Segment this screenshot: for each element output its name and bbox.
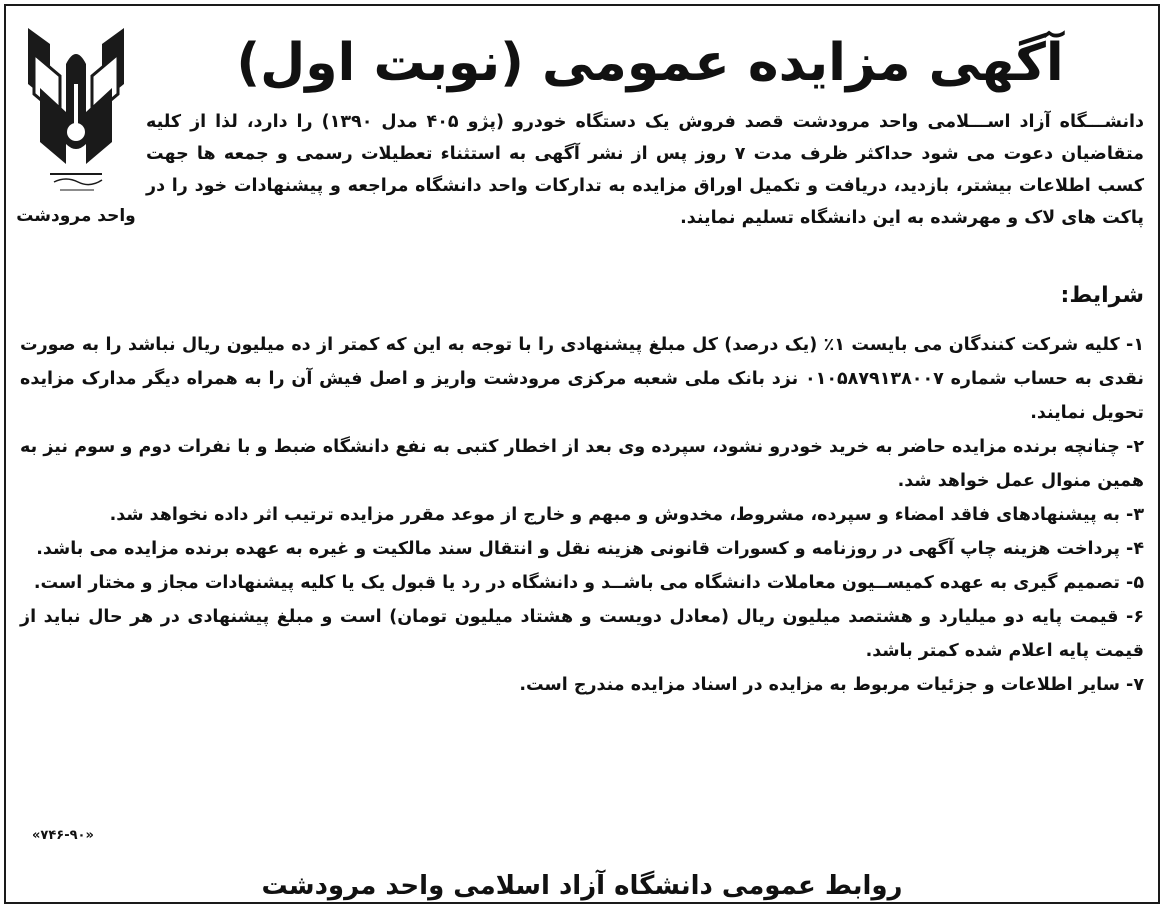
condition-item: ۷- سایر اطلاعات و جزئیات مربوط به مزایده در اسناد مزایده مندرج است. [519,675,1144,695]
page-title: آگهی مزایده عمومی (نوبت اول) [236,33,1064,93]
condition-item: ۴- پرداخت هزینه چاپ آگهی در روزنامه و کسورات قانونی هزینه نقل و انتقال سند مالکیت و غیره به عهده برنده مزایده می باشد. [36,539,1144,559]
intro-paragraph: دانشـــگاه آزاد اســـلامی واحد مرودشت قصد فروش یک دستگاه خودرو (پژو ۴۰۵ مدل ۱۳۹۰) را دارد، لذا از کلیه متقاضیان دعوت می شود حداکثر ظرف مدت ۷ روز پس از نشر آگهی به استثناء تعطیلات رسمی و جمعه ها جهت کسب اطلاعات بیشتر، بازدید، دریافت و تکمیل اوراق مزایده به تدارکات واحد دانشگاه مراجعه و پیشنهادات خود را در پاکت های لاک و مهرشده به این دانشگاه تسلیم نمایند. [146,112,1144,228]
condition-item: ۶- قیمت پایه دو میلیارد و هشتصد میلیون ریال (معادل دویست و هشتاد میلیون تومان) است و مبلغ پیشنهادی در هر حال نباید از قیمت پایه اعلام شده کمتر باشد. [20,607,1144,661]
reference-code: «۷۴۶-۹۰» [32,828,94,843]
university-emblem-icon [20,24,132,202]
logo-caption: واحد مرودشت [16,206,136,226]
conditions-heading: شرایط: [1060,283,1144,308]
condition-item: ۳- به پیشنهادهای فاقد امضاء و سپرده، مشروط، مخدوش و مبهم و خارج از موعد مقرر مزایده ترتیب اثر داده نخواهد شد. [109,505,1144,525]
condition-item: ۵- تصمیم گیری به عهده کمیســیون معاملات دانشگاه می باشــد و دانشگاه در رد یا قبول یک یا کلیه پیشنهادات مجاز و مختار است. [33,573,1144,593]
advertisement-frame [4,4,1160,904]
footer-signature: روابط عمومی دانشگاه آزاد اسلامی واحد مرودشت [261,871,903,901]
condition-item: ۱- کلیه شرکت کنندگان می بایست ۱٪ (یک درصد) کل مبلغ پیشنهادی را با توجه به این که کمتر از ده میلیون ریال نباشد را به صورت نقدی به حساب شماره ۰۱۰۵۸۷۹۱۳۸۰۰۷ نزد بانک ملی شعبه مرکزی مرودشت واریز و اصل فیش آن را به همراه دیگر مدارک مزایده تحویل نمایند. [20,335,1144,423]
condition-item: ۲- چنانچه برنده مزایده حاضر به خرید خودرو نشود، سپرده وی بعد از اخطار کتبی به نفع دانشگاه ضبط و با نفرات دوم و سوم نیز به همین منوال عمل خواهد شد. [20,437,1144,491]
conditions-list [20,328,1144,702]
university-logo [16,24,136,246]
